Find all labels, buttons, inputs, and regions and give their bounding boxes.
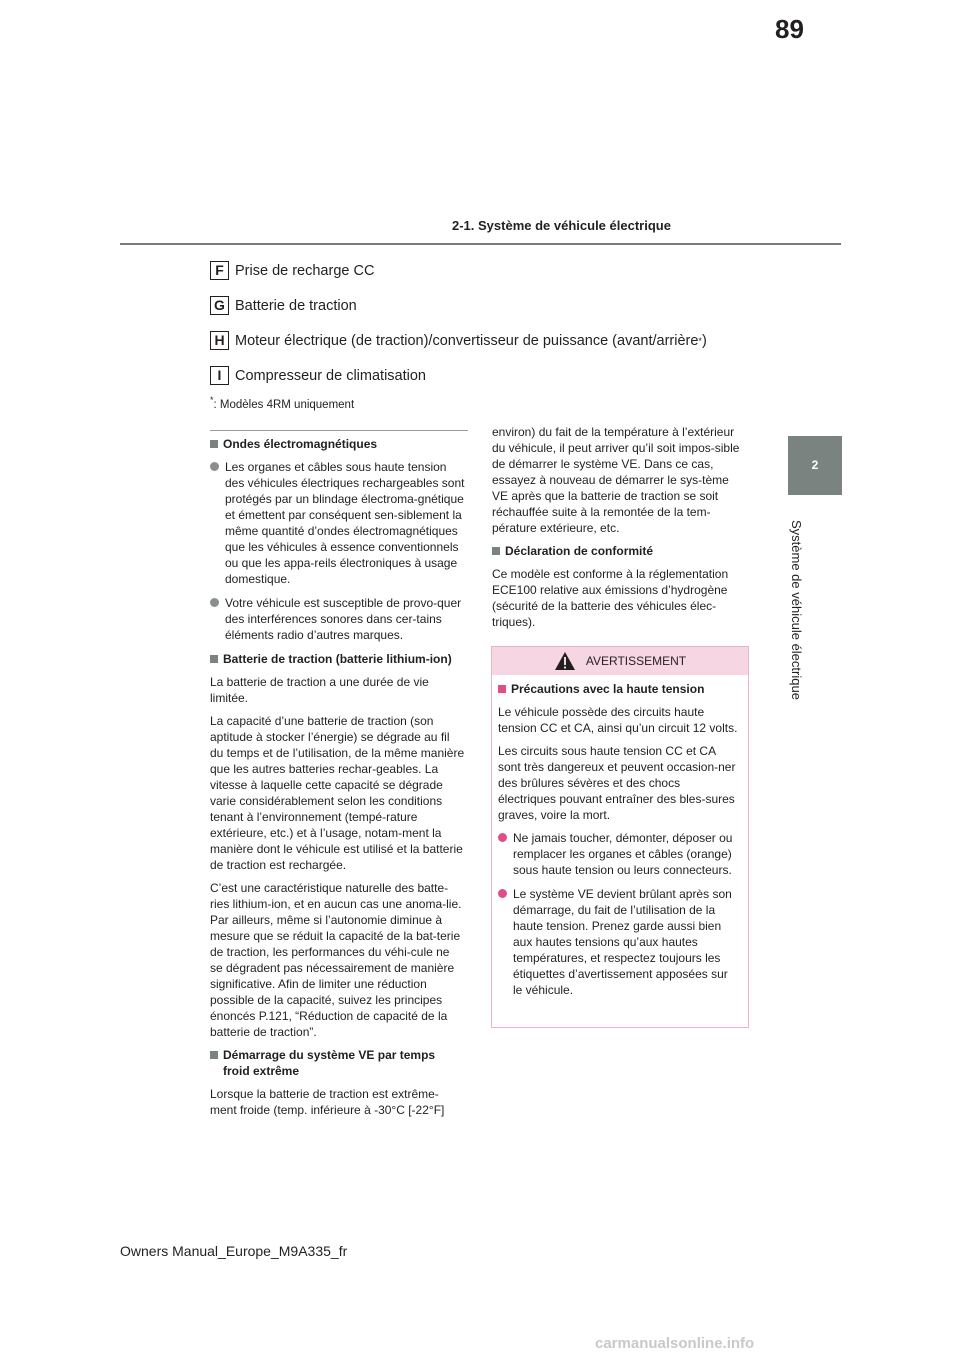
legend-text: Prise de recharge CC [235, 262, 375, 279]
chapter-side-label: Système de véhicule électrique [789, 520, 804, 700]
legend-text: Batterie de traction [235, 297, 357, 314]
bullet-item: Votre véhicule est susceptible de provo-quer des interférences sonores dans cer-tains éléments radio d’autres marques. [210, 595, 465, 643]
paragraph: La capacité d’une batterie de traction (son aptitude à stocker l’énergie) se dégrade au fil du temps et de l’utilisation, de la même manière que les autres batteries rechar-geables. La vitesse à laquelle cette capacité se dégrade varie considérablement selon les conditions tenant à l’environnement (tempé-rature extérieure, etc.) et à l’usage, notam-ment la manière dont le véhicule est utilisé et la batterie de traction est rechargée. [210, 714, 465, 872]
paragraph: Ce modèle est conforme à la réglementation ECE100 relative aux émissions d’hydrogène (sécurité de la batterie des véhicules élec-triques). [492, 567, 729, 629]
legend-text: Compresseur de climatisation [235, 367, 426, 384]
footer-text: Owners Manual_Europe_M9A335_fr [120, 1243, 348, 1259]
column-rule [210, 430, 468, 431]
legend-text: Moteur électrique (de traction)/convertisseur de puissance (avant/arrière [235, 332, 699, 349]
section-title: 2-1. Système de véhicule électrique [452, 218, 671, 233]
chapter-tab[interactable]: 2 [788, 436, 842, 495]
square-bullet-icon [210, 1051, 218, 1059]
legend-letter-box: F [210, 261, 229, 280]
legend-item-g [210, 296, 357, 315]
square-bullet-icon [498, 685, 506, 693]
paragraph: Le véhicule possède des circuits haute tension CC et CA, ainsi qu’un circuit 12 volts. [498, 705, 738, 735]
warning-header [492, 647, 748, 675]
warning-title: AVERTISSEMENT [585, 654, 687, 668]
left-column [210, 436, 465, 1125]
right-column [492, 424, 747, 637]
warning-body [498, 681, 738, 1006]
header-rule [120, 243, 841, 245]
footnote-mark: * [210, 395, 214, 405]
section-heading: Ondes électromagnétiques [210, 436, 465, 452]
footnote-marker: * [698, 335, 702, 346]
bullet-dot-icon [498, 889, 507, 898]
section-heading: Démarrage du système VE par temps froid extrême [210, 1047, 465, 1079]
bullet-dot-icon [498, 833, 507, 842]
legend-letter-box: G [210, 296, 229, 315]
legend-letter-box: I [210, 366, 229, 385]
paragraph: environ) du fait de la température à l’extérieur du véhicule, il peut arriver qu’il soit impos-sible de démarrer le système VE. Dans ce cas, essayez à nouveau de démarrer le sys-tème VE après que la batterie de traction se soit réchauffée suite à la remontée de la tem-pérature extérieure, etc. [492, 425, 740, 535]
footnote [210, 395, 354, 411]
footnote-text: : Modèles 4RM uniquement [213, 398, 355, 411]
warning-box [491, 646, 749, 1028]
legend-letter-box: H [210, 331, 229, 350]
square-bullet-icon [492, 547, 500, 555]
legend-text-end: ) [701, 332, 707, 349]
bullet-item: Ne jamais toucher, démonter, déposer ou remplacer les organes et câbles (orange) sous haute tension ou leurs connecteurs. [498, 830, 738, 878]
legend-item-i [210, 366, 426, 385]
paragraph: Les circuits sous haute tension CC et CA sont très dangereux et peuvent occasion-ner des brûlures sévères et des chocs électriques pouvant entraîner des bles-sures graves, voire la mort. [498, 744, 736, 822]
watermark: carmanualsonline.info [595, 1335, 755, 1352]
bullet-dot-icon [210, 462, 219, 471]
section-heading: Batterie de traction (batterie lithium-ion) [210, 651, 465, 667]
legend-item-h [210, 331, 707, 350]
paragraph: C’est une caractéristique naturelle des batte-ries lithium-ion, et en aucun cas une anoma-lie. Par ailleurs, même si l’autonomie diminue à mesure que se réduit la capacité de la bat-terie de traction, les performances du véhi-cule ne se dégradent pas nécessairement de manière significative. Afin de limiter une réduction possible de la capacité, suivez les principes énoncés P.121, “Réduction de capacité de la batterie de traction”. [210, 881, 462, 1039]
warning-triangle-icon [554, 651, 576, 671]
square-bullet-icon [210, 655, 218, 663]
page-number: 89 [775, 14, 804, 44]
square-bullet-icon [210, 440, 218, 448]
bullet-item: Le système VE devient brûlant après son démarrage, du fait de l’utilisation de la haute tension. Prenez garde aussi bien aux hautes tensions qu’aux hautes températures, et respectez toujours les étiquettes d’avertissement apposées sur le véhicule. [498, 886, 738, 998]
bullet-dot-icon [210, 598, 219, 607]
legend-item-f [210, 261, 374, 280]
paragraph: La batterie de traction a une durée de vie limitée. [210, 675, 429, 705]
section-heading: Précautions avec la haute tension [498, 681, 738, 697]
paragraph: Lorsque la batterie de traction est extrême-ment froide (temp. inférieure à -30°C [-22°F] [210, 1087, 445, 1117]
section-heading: Déclaration de conformité [492, 543, 747, 559]
bullet-item: Les organes et câbles sous haute tension des véhicules électriques rechargeables sont protégés par un blindage électroma-gnétique et émettent par conséquent sen-siblement la même quantité d’ondes électromagnétiques que les véhicules à essence conventionnels ou que les appa-reils électroniques à usage domestique. [210, 459, 465, 587]
